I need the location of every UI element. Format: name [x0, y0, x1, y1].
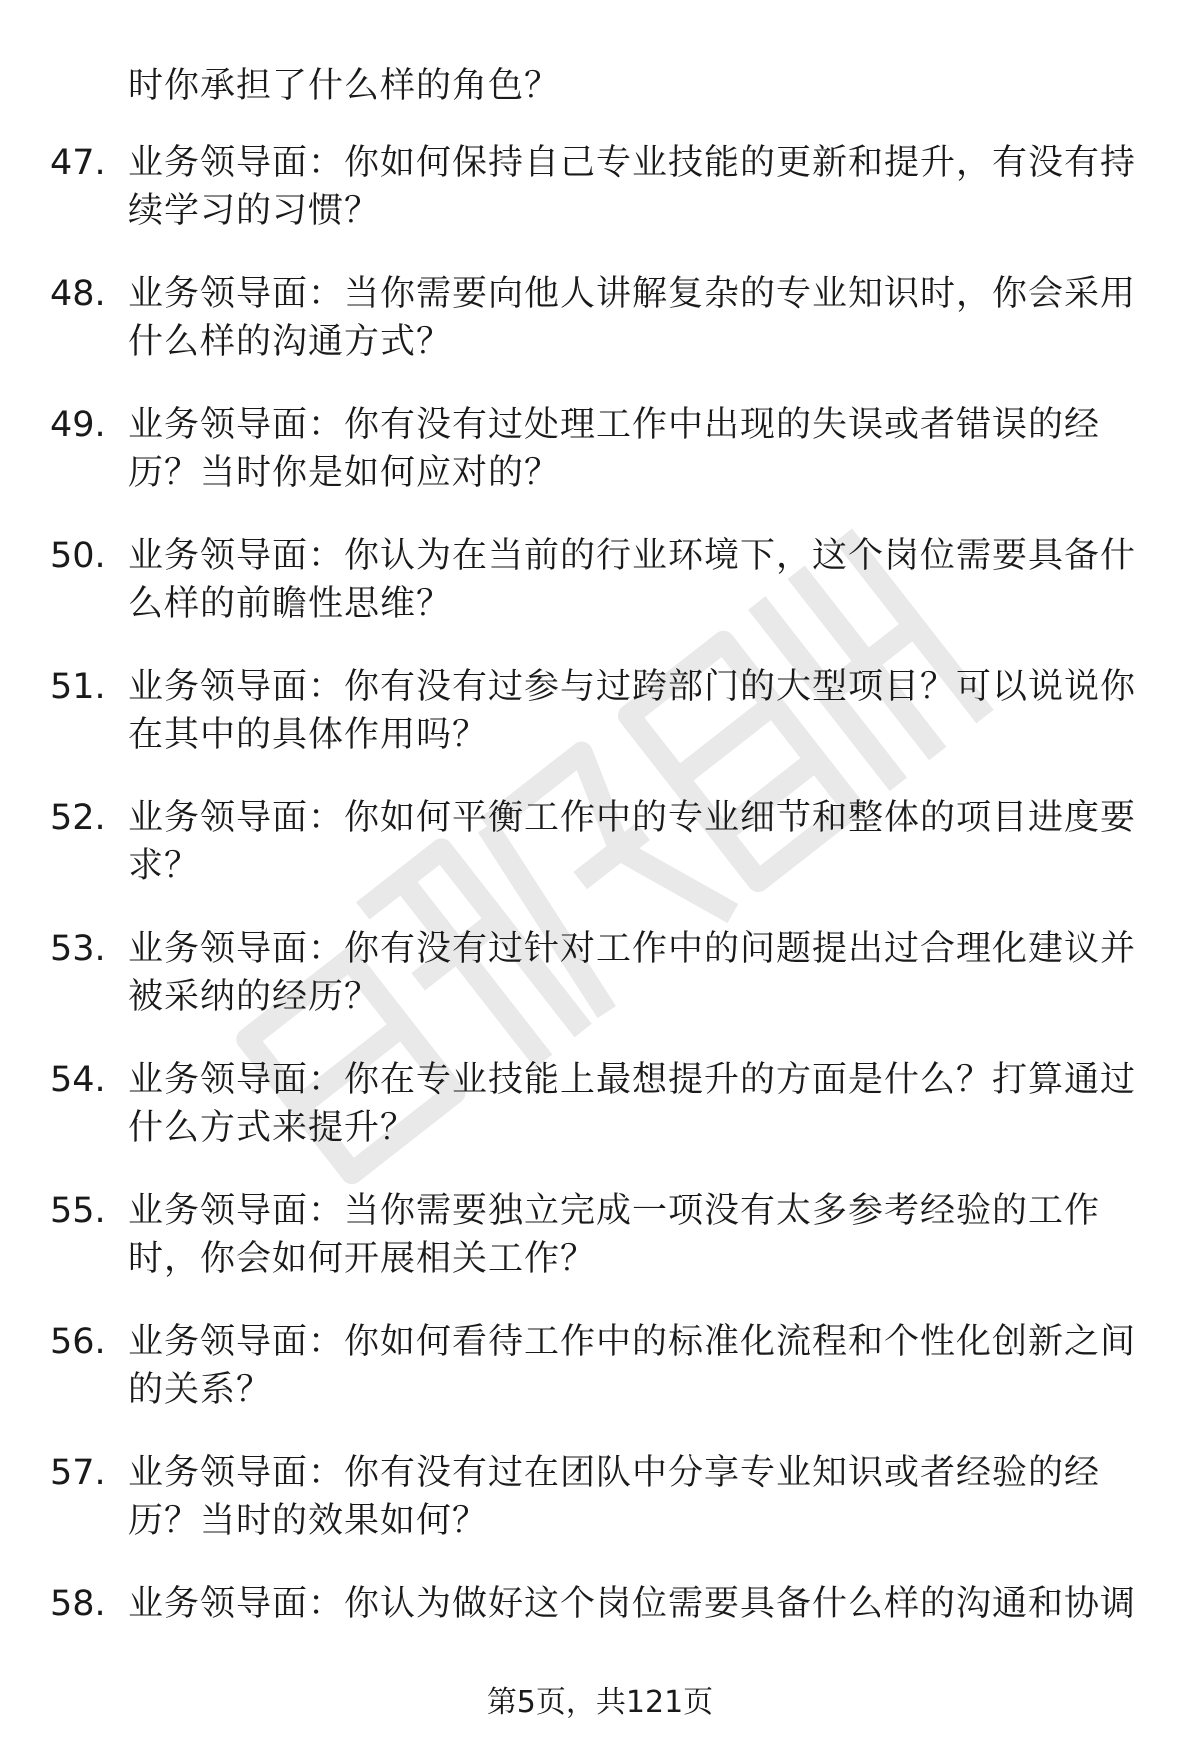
page-footer: 第5页，共121页 [486, 1685, 714, 1720]
question-text: 业务领导面：你如何看待工作中的标准化流程和个性化创新之间的关系？ [128, 1322, 1137, 1410]
list-item [0, 139, 1200, 270]
list-item [0, 925, 1200, 1056]
list-item [0, 1187, 1200, 1318]
question-text: 业务领导面：你有没有过处理工作中出现的失误或者错误的经历？当时你是如何应对的？ [128, 405, 1101, 493]
question-number: 47. [50, 143, 106, 183]
list-item [0, 1318, 1200, 1449]
question-text: 业务领导面：你有没有过针对工作中的问题提出过合理化建议并被采纳的经历？ [128, 929, 1137, 1017]
question-text: 业务领导面：你如何平衡工作中的专业细节和整体的项目进度要求？ [128, 798, 1137, 886]
question-text: 业务领导面：当你需要独立完成一项没有太多参考经验的工作时，你会如何开展相关工作？ [128, 1191, 1101, 1279]
list-item [0, 1056, 1200, 1187]
question-number: 53. [50, 929, 106, 969]
question-number: 50. [50, 536, 106, 576]
question-number: 51. [50, 667, 106, 707]
question-number: 57. [50, 1453, 106, 1493]
list-item [0, 663, 1200, 794]
list-item [0, 270, 1200, 401]
continuation-text: 时你承担了什么样的角色？ [128, 66, 561, 106]
list-item [0, 532, 1200, 663]
question-number: 49. [50, 405, 106, 445]
question-text: 业务领导面：你如何保持自己专业技能的更新和提升，有没有持续学习的习惯？ [128, 143, 1137, 231]
question-text: 业务领导面：你有没有过在团队中分享专业知识或者经验的经历？当时的效果如何？ [128, 1453, 1101, 1541]
question-number: 48. [50, 274, 106, 314]
question-text: 业务领导面：你认为在当前的行业环境下，这个岗位需要具备什么样的前瞻性思维？ [128, 536, 1137, 624]
question-list [0, 139, 1200, 1711]
question-number: 52. [50, 798, 106, 838]
question-text: 业务领导面：你在专业技能上最想提升的方面是什么？打算通过什么方式来提升？ [128, 1060, 1137, 1148]
question-number: 55. [50, 1191, 106, 1231]
question-text: 业务领导面：你有没有过参与过跨部门的大型项目？可以说说你在其中的具体作用吗？ [128, 667, 1137, 755]
question-text: 业务领导面：你认为做好这个岗位需要具备什么样的沟通和协调 [128, 1584, 1137, 1624]
list-item [0, 794, 1200, 925]
question-text: 业务领导面：当你需要向他人讲解复杂的专业知识时，你会采用什么样的沟通方式？ [128, 274, 1137, 362]
question-number: 54. [50, 1060, 106, 1100]
question-number: 56. [50, 1322, 106, 1362]
list-item [0, 401, 1200, 532]
question-number: 58. [50, 1584, 106, 1624]
list-item [0, 1449, 1200, 1580]
